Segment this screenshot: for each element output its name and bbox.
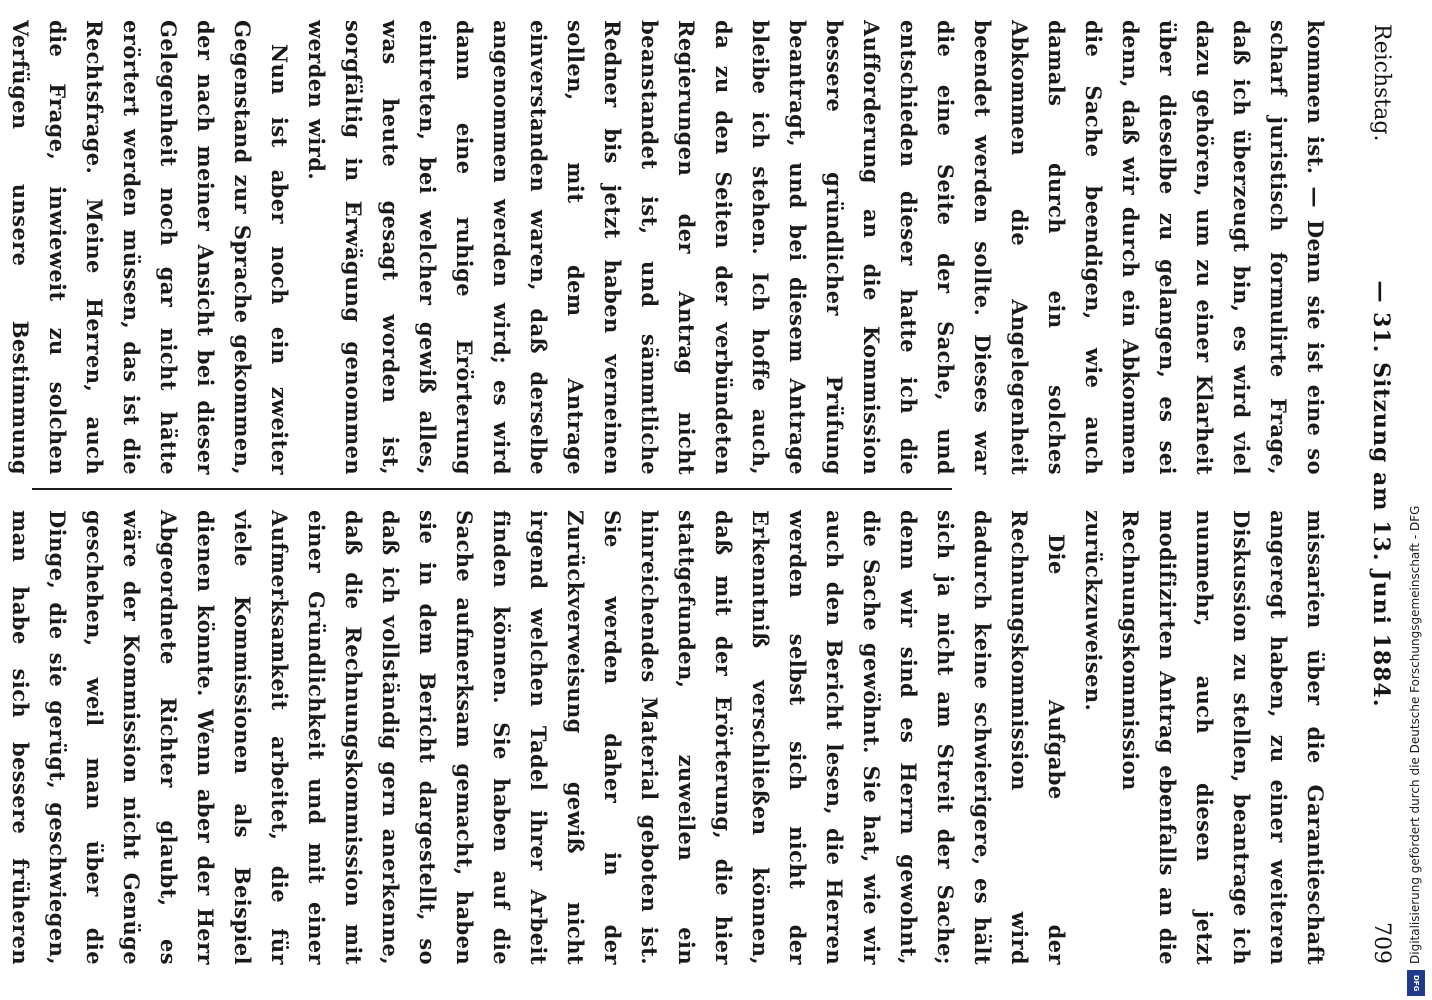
digitization-credit: Digitalisierung gefördert durch die Deutsche Forschungsgemeinschaft - DFG [1408, 505, 1422, 964]
dfg-logo: DFG [1407, 970, 1425, 996]
page-number: 709 [1369, 922, 1394, 964]
paragraph: Die Aufgabe der Rechnungskommission wird dadurch keine schwierigere, es hält sich ja nicht am Streit der Sache; denn wir sind es Herrn gewohnt, die Sache gewöhnt. Sie hat, wie wir auch den Bericht lesen, die Herren werden selbst sich nicht der Erkenntniß verschließen können, daß mit der Erörterung, die hier stattgefunden, zuweilen ein hinreichendes Material geboten ist. Sie werden daher in der Zurückverweisung gewiß nicht irgend welchen Tadel ihrer Arbeit finden können. Sie haben auf die Sache aufmerksam gemacht, haben sie in dem Bericht dargestellt, so daß ich vollständig gern anerkenne, daß die Rechnungskommission mit einer Gründlichkeit und mit einer Aufmerksamkeit arbeitet, die für viele Kommissionen als Beispiel dienen könnte. Wenn aber der Herr Abgeordnete Richter glaubt, es wäre der Kommission nicht Genüge geschehen, weil man über die Dinge, die sie gerügt, geschwiegen, man habe sich bessere früheren [8, 510, 1069, 965]
header-session-title: — 31. Sitzung am 13. Juni 1884. [1368, 280, 1394, 708]
page-header [1364, 24, 1398, 964]
paragraph: missarien über die Garantieschaft angeregt haben, zu einer weiteren Diskussion zu stellen, beantrage ich nunmehr, auch diesen jetzt modifizirten Antrag ebenfalls an die Rechnungskommission zurückzuweisen. [1081, 510, 1328, 965]
right-column [8, 510, 1334, 965]
left-column [8, 20, 1334, 475]
column-divider [32, 488, 952, 490]
header-left-title: Reichstag. [1369, 24, 1394, 142]
paragraph: kommen ist. — Denn sie ist eine so scharf juristisch formulirte Frage, daß ich überzeugt bin, es wird viel dazu gehören, um zu einer Klarheit über dieselbe zu gelangen, es sei denn, daß wir durch ein Abkommen die Sache beendigen, wie auch damals durch ein solches Abkommen die Angelegenheit beendet werden sollte. Dieses war die eine Seite der Sache, und entschieden dieser hatte ich die Aufforderung an die Kommission bessere gründlicher Prüfung beantragt, und bei diesem Antrage bleibe ich stehen. Ich hoffe auch, da zu den Seiten der verbündeten Regierungen der Antrag nicht beanstandet ist, und sämmtliche Redner bis jetzt haben verneinen sollen, mit dem Antrage einverstanden waren, daß derselbe angenommen werden wird; es wird dann eine ruhige Erörterung eintreten, bei welcher gewiß alles, was heute gesagt worden ist, sorgfältig in Erwägung genommen werden wird. [304, 20, 1328, 475]
paragraph: Nun ist aber noch ein zweiter Gegenstand zur Sprache gekommen, der nach meiner Ansicht bei dieser Gelegenheit noch gar nicht hätte erörtert werden müssen, das ist die Rechtsfrage. Meine Herren, auch die Frage, inwieweit zu solchen Verfügen unsere Bestimmung [8, 20, 292, 475]
scanned-page [8, 0, 1412, 990]
